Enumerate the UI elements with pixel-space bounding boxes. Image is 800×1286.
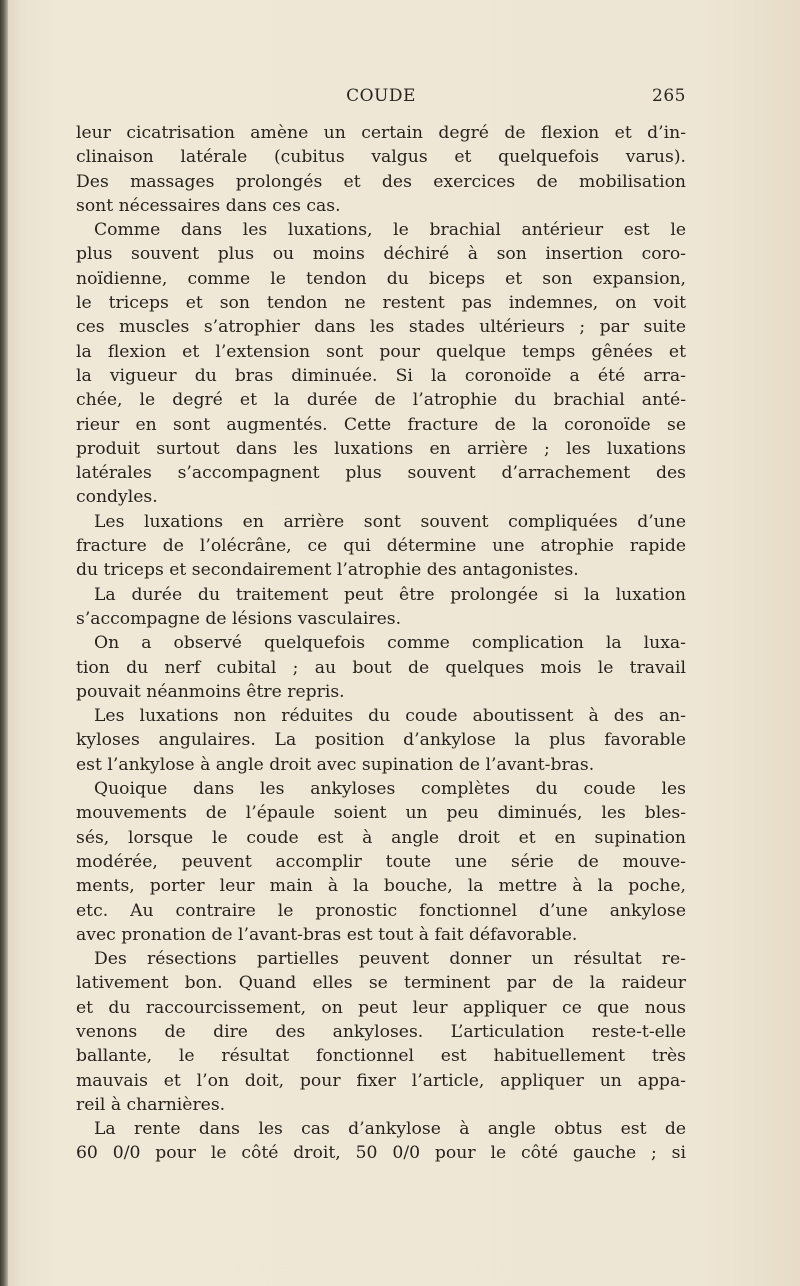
text-line: reil à charnières. — [76, 1094, 226, 1115]
text-line: Des résections partielles peuvent donner un résultat re- — [94, 949, 686, 970]
text-line: Quoique dans les ankyloses complètes du coude les — [94, 779, 686, 800]
text-line: est l’ankylose à angle droit avec supination de l’avant-bras. — [76, 754, 595, 775]
text-line: la flexion et l’extension sont pour quelque temps gênées et — [76, 341, 686, 362]
text-line: plus souvent plus ou moins déchiré à son insertion coro- — [76, 244, 686, 265]
text-line: tion du nerf cubital ; au bout de quelques mois le travail — [76, 657, 686, 678]
text-line: rieur en sont augmentés. Cette fracture de la coronoïde se — [76, 414, 686, 435]
text-line: ballante, le résultat fonctionnel est habituellement très — [76, 1046, 686, 1067]
book-spine-edge — [0, 0, 8, 1286]
running-header — [76, 86, 686, 110]
text-line: sés, lorsque le coude est à angle droit et en supination — [76, 827, 686, 848]
body-text — [76, 121, 686, 1166]
text-line: s’accompagne de lésions vasculaires. — [76, 608, 402, 629]
text-line: la vigueur du bras diminuée. Si la coronoïde a été arra- — [76, 365, 686, 386]
page-number: 265 — [652, 86, 686, 106]
text-line: leur cicatrisation amène un certain degré de flexion et d’in- — [76, 123, 686, 143]
text-line: et du raccourcissement, on peut leur appliquer ce que nous — [76, 997, 686, 1018]
text-line: 60 0/0 pour le côté droit, 50 0/0 pour le côté gauche ; si — [76, 1143, 686, 1164]
text-line: clinaison latérale (cubitus valgus et quelquefois varus). — [76, 147, 686, 168]
text-line: ments, porter leur main à la bouche, la mettre à la poche, — [76, 876, 686, 897]
text-line: modérée, peuvent accomplir toute une série de mouve- — [76, 851, 686, 872]
text-line: le triceps et son tendon ne restent pas indemnes, on voit — [76, 293, 686, 314]
text-line: avec pronation de l’avant-bras est tout à fait défavorable. — [76, 924, 578, 945]
text-line: Les luxations en arrière sont souvent compliquées d’une — [94, 511, 686, 532]
text-line: etc. Au contraire le pronostic fonctionnel d’une ankylose — [76, 900, 686, 921]
text-line: Des massages prolongés et des exercices de mobilisation — [76, 171, 686, 192]
text-line: pouvait néanmoins être repris. — [76, 681, 345, 702]
text-line: ces muscles s’atrophier dans les stades ultérieurs ; par suite — [76, 317, 686, 338]
text-line: noïdienne, comme le tendon du biceps et son expansion, — [76, 268, 686, 289]
text-line: On a observé quelquefois comme complication la luxa- — [94, 633, 686, 654]
text-line: fracture de l’olécrâne, ce qui détermine une atrophie rapide — [76, 536, 686, 557]
text-line: condyles. — [76, 487, 158, 508]
text-line: kyloses angulaires. La position d’ankylose la plus favorable — [76, 730, 686, 751]
text-line: Les luxations non réduites du coude aboutissent à des an- — [94, 706, 686, 727]
running-title: COUDE — [346, 86, 416, 106]
text-line: mouvements de l’épaule soient un peu diminués, les bles- — [76, 803, 686, 824]
text-line: lativement bon. Quand elles se terminent par de la raideur — [76, 973, 686, 994]
text-line: latérales s’accompagnent plus souvent d’arrachement des — [76, 463, 686, 484]
text-line: chée, le degré et la durée de l’atrophie du brachial anté- — [76, 390, 686, 411]
text-line: venons de dire des ankyloses. L’articulation reste-t-elle — [76, 1021, 686, 1042]
text-line: sont nécessaires dans ces cas. — [76, 195, 341, 216]
text-line: du triceps et secondairement l’atrophie des antagonistes. — [76, 560, 579, 581]
text-line: La durée du traitement peut être prolongée si la luxation — [94, 584, 686, 605]
text-line: Comme dans les luxations, le brachial antérieur est le — [94, 220, 686, 241]
text-line: mauvais et l’on doit, pour fixer l’article, appliquer un appa- — [76, 1070, 686, 1091]
text-line: La rente dans les cas d’ankylose à angle obtus est de — [94, 1119, 686, 1140]
text-line: produit surtout dans les luxations en arrière ; les luxations — [76, 438, 686, 459]
